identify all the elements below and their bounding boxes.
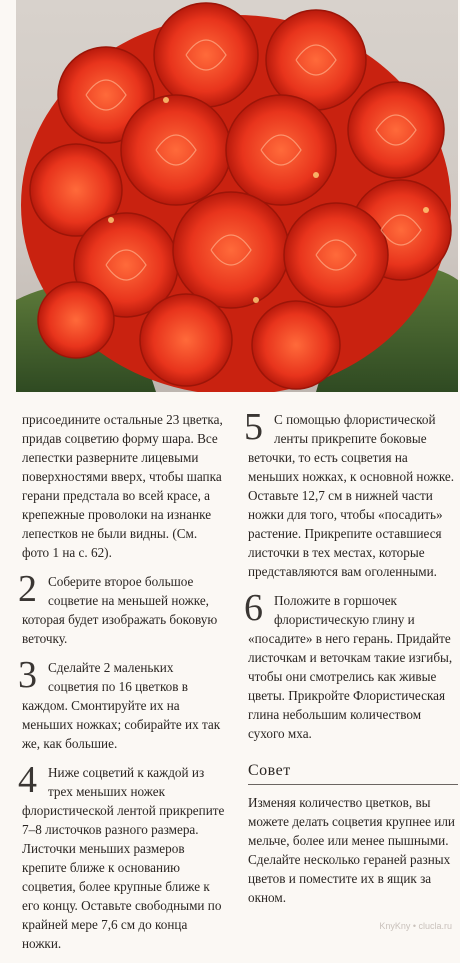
step-text: Сделайте 2 маленьких соцветия по 16 цветков в каждом. Смонтируйте их на меньших ножках; собирайте их так же, как большие. [22,660,221,751]
step-number: 6 [244,587,263,629]
step-text: Положите в горшочек флористическую глину и «посадите» в него герань. Придайте листочкам и веточкам такие изгибы, чтобы они смотрелись как живые цветы. Прикройте Флористическая глина небольшим количеством сухого мха. [248,593,453,741]
step-text: С помощью флористической ленты прикрепите боковые веточки, то есть соцветия на меньших ножках, к основной ножке. Оставьте 12,7 см в нижней части ножки для того, чтобы «посадить» растение. Прикрепите оставшиеся листочки в тех местах, которые представляются вам оголенными. [248,412,455,579]
step-number: 2 [18,568,37,610]
step-text: Ниже соцветий к каждой из трех меньших ножек флористической лентой прикрепите 7–8 листочков разного размера. Листочки меньших размеров крепите ближе к основанию соцветия, более крупные ближе к его концу. Оставьте свободными по крайней мере 7,6 см до конца ножки. [22,765,225,951]
beaded-geranium-photo [16,0,458,392]
right-column [244,406,458,917]
step-number: 4 [18,759,37,801]
step-number: 3 [18,654,37,696]
left-column [18,410,227,963]
step-3 [18,654,227,753]
beaded-flower-illustration [16,0,458,392]
step-6 [244,587,458,743]
tip-text: Изменяя количество цветков, вы можете делать соцветия крупнее или мельче, более или менее пышными. Сделайте несколько гераней разных цветов и поместите их в ящик за окном. [248,795,455,905]
step-4 [18,759,227,953]
step-number: 5 [244,406,263,448]
intro-paragraph: присоедините остальные 23 цветка, придав соцветию форму шара. Все лепестки разверните лицевыми поверхностями вверх, чтобы шапка герани предстала во всей красе, а крепежные проволоки на изнанке лепестков не были видны. (См. фото 1 на с. 62). [22,412,223,560]
watermark: KnyKny • clucla.ru [379,921,452,931]
step-5 [244,406,458,581]
step-2 [18,568,227,648]
tip-heading: Совет [248,761,458,785]
step-text: Соберите второе большое соцветие на меньшей ножке, которая будет изображать боковую веточку. [22,574,218,646]
